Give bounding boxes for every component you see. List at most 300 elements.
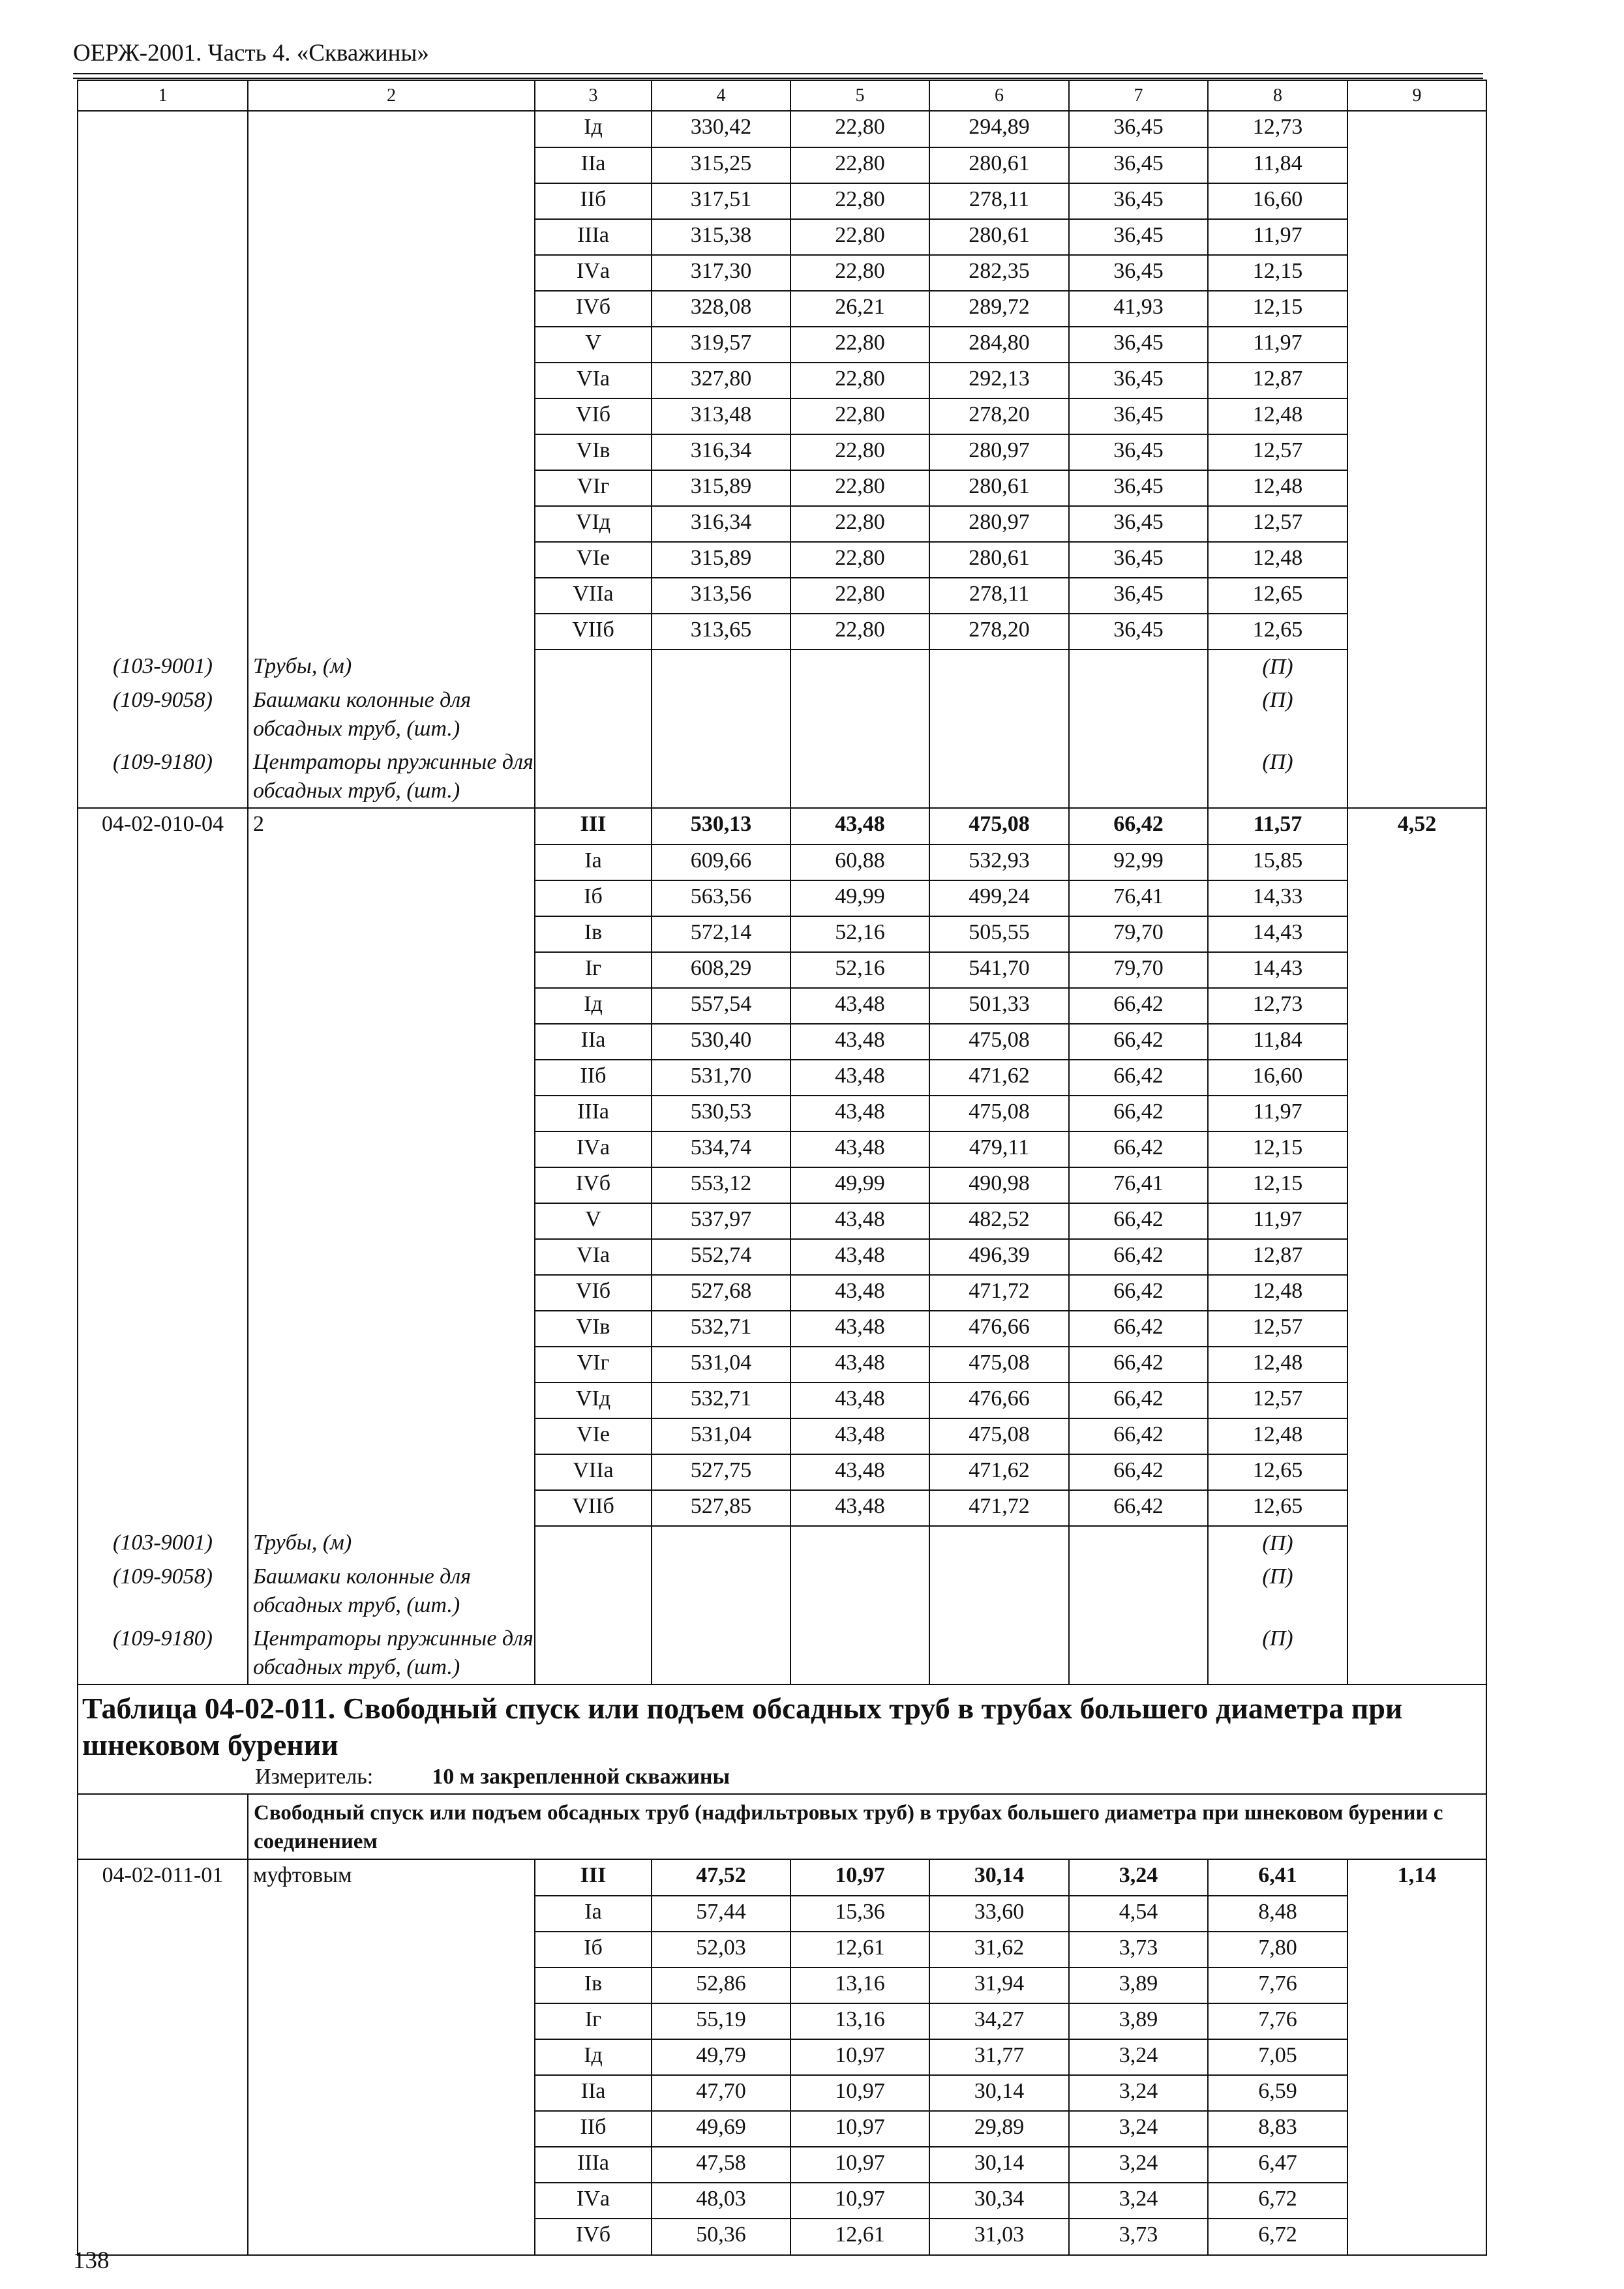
empty-cell <box>248 1131 535 1167</box>
zone-cell: IVа <box>535 255 652 291</box>
empty-cell <box>1069 1560 1208 1622</box>
zone-cell: IIIа <box>535 219 652 255</box>
empty-cell <box>248 111 535 147</box>
machines-cell: 501,33 <box>929 988 1069 1024</box>
materials-cell: 14,43 <box>1208 916 1347 952</box>
empty-cell <box>248 506 535 542</box>
wages-cell: 22,80 <box>790 614 929 650</box>
machinist-wages-cell: 66,42 <box>1069 1275 1208 1311</box>
empty-cell <box>1347 1347 1486 1383</box>
empty-cell <box>1347 1203 1486 1239</box>
empty-cell <box>78 255 248 291</box>
empty-cell <box>78 183 248 219</box>
zone-cell: IIIа <box>535 2147 652 2183</box>
empty-cell <box>78 1239 248 1275</box>
table-row <box>78 1024 1486 1060</box>
zone-cell: VIг <box>535 1347 652 1383</box>
machinist-wages-cell: 36,45 <box>1069 363 1208 398</box>
machinist-wages-cell: 66,42 <box>1069 1383 1208 1418</box>
zone-cell: VIв <box>535 1311 652 1347</box>
machinist-wages-cell: 66,42 <box>1069 808 1208 845</box>
empty-cell <box>1347 916 1486 952</box>
materials-cell: 12,48 <box>1208 542 1347 578</box>
empty-cell <box>78 1418 248 1454</box>
empty-cell <box>1347 1131 1486 1167</box>
zone-cell: IVа <box>535 1131 652 1167</box>
empty-cell <box>929 650 1069 683</box>
empty-cell <box>248 1239 535 1275</box>
empty-cell <box>78 1311 248 1347</box>
materials-cell: 12,73 <box>1208 988 1347 1024</box>
machines-cell: 475,08 <box>929 1024 1069 1060</box>
empty-cell <box>1347 1096 1486 1131</box>
empty-cell <box>1347 183 1486 219</box>
machinist-wages-cell: 3,24 <box>1069 2111 1208 2147</box>
table-row <box>78 808 1486 845</box>
total-cost-cell: 313,48 <box>652 398 790 434</box>
materials-cell: 11,97 <box>1208 1203 1347 1239</box>
machines-cell: 476,66 <box>929 1383 1069 1418</box>
total-cost-cell: 48,03 <box>652 2183 790 2219</box>
zone-cell: VIе <box>535 1418 652 1454</box>
machinist-wages-cell: 36,45 <box>1069 219 1208 255</box>
empty-cell <box>248 2219 535 2255</box>
machines-cell: 284,80 <box>929 327 1069 363</box>
total-cost-cell: 47,58 <box>652 2147 790 2183</box>
zone-cell: IVа <box>535 2183 652 2219</box>
machinist-wages-cell: 66,42 <box>1069 1347 1208 1383</box>
column-number: 1 <box>78 80 248 111</box>
wages-cell: 22,80 <box>790 255 929 291</box>
table-row <box>78 1060 1486 1096</box>
empty-cell <box>1347 683 1486 745</box>
empty-cell <box>248 2183 535 2219</box>
total-cost-cell: 50,36 <box>652 2219 790 2255</box>
materials-cell: 12,57 <box>1208 1311 1347 1347</box>
machines-cell: 280,61 <box>929 542 1069 578</box>
zone-cell: Iа <box>535 845 652 880</box>
materials-cell: 16,60 <box>1208 1060 1347 1096</box>
zone-cell: Iб <box>535 880 652 916</box>
zone-cell: VIб <box>535 398 652 434</box>
machinist-wages-cell: 76,41 <box>1069 880 1208 916</box>
empty-cell <box>535 745 652 808</box>
materials-cell: 12,48 <box>1208 1275 1347 1311</box>
materials-cell: 11,97 <box>1208 327 1347 363</box>
machinist-wages-cell: 79,70 <box>1069 916 1208 952</box>
empty-cell <box>78 880 248 916</box>
empty-cell <box>929 1526 1069 1560</box>
empty-cell <box>1347 291 1486 327</box>
machinist-wages-cell: 36,45 <box>1069 398 1208 434</box>
empty-cell <box>248 291 535 327</box>
empty-cell <box>535 650 652 683</box>
machinist-wages-cell: 36,45 <box>1069 183 1208 219</box>
machines-cell: 532,93 <box>929 845 1069 880</box>
materials-cell: 12,87 <box>1208 363 1347 398</box>
empty-cell <box>535 683 652 745</box>
table-row <box>78 183 1486 219</box>
wages-cell: 43,48 <box>790 1490 929 1526</box>
table-row <box>78 916 1486 952</box>
empty-cell <box>248 1024 535 1060</box>
zone-cell: IIа <box>535 1024 652 1060</box>
empty-cell <box>652 1622 790 1684</box>
empty-cell <box>248 470 535 506</box>
table-title: Таблица 04-02-011. Свободный спуск или подъем обсадных труб в трубах большего диаметра при шнековом бурении <box>82 1692 1403 1761</box>
column-number: 7 <box>1069 80 1208 111</box>
empty-cell <box>652 1526 790 1560</box>
empty-cell <box>78 327 248 363</box>
machinist-wages-cell: 66,42 <box>1069 1024 1208 1060</box>
machinist-wages-cell: 36,45 <box>1069 434 1208 470</box>
labor-cell: 1,14 <box>1347 1859 1486 1896</box>
wages-cell: 43,48 <box>790 1275 929 1311</box>
materials-cell: 12,65 <box>1208 614 1347 650</box>
materials-cell: 12,15 <box>1208 1131 1347 1167</box>
empty-cell <box>1347 219 1486 255</box>
empty-cell <box>248 327 535 363</box>
wages-cell: 15,36 <box>790 1896 929 1932</box>
wages-cell: 22,80 <box>790 327 929 363</box>
machinist-wages-cell: 66,42 <box>1069 1454 1208 1490</box>
materials-cell: 14,43 <box>1208 952 1347 988</box>
table-title-row <box>78 1684 1486 1794</box>
empty-cell <box>78 845 248 880</box>
empty-cell <box>78 578 248 614</box>
zone-cell: IIа <box>535 147 652 183</box>
wages-cell: 22,80 <box>790 542 929 578</box>
materials-cell: 6,72 <box>1208 2219 1347 2255</box>
total-cost-cell: 552,74 <box>652 1239 790 1275</box>
empty-cell <box>1347 2003 1486 2039</box>
wages-cell: 13,16 <box>790 2003 929 2039</box>
empty-cell <box>78 614 248 650</box>
machines-cell: 482,52 <box>929 1203 1069 1239</box>
wages-cell: 43,48 <box>790 1131 929 1167</box>
wages-cell: 43,48 <box>790 1454 929 1490</box>
empty-cell <box>1347 650 1486 683</box>
empty-cell <box>248 1383 535 1418</box>
zone-cell: IVб <box>535 2219 652 2255</box>
materials-cell: 12,57 <box>1208 506 1347 542</box>
empty-cell <box>248 614 535 650</box>
empty-cell <box>248 916 535 952</box>
total-cost-cell: 527,85 <box>652 1490 790 1526</box>
zone-cell: IIа <box>535 2075 652 2111</box>
zone-cell: III <box>535 1859 652 1896</box>
empty-cell <box>248 952 535 988</box>
empty-cell <box>78 952 248 988</box>
machinist-wages-cell: 66,42 <box>1069 1131 1208 1167</box>
resource-row <box>78 650 1486 683</box>
machines-cell: 280,97 <box>929 506 1069 542</box>
wages-cell: 22,80 <box>790 219 929 255</box>
empty-cell <box>1347 506 1486 542</box>
empty-cell <box>1347 1526 1486 1560</box>
wages-cell: 12,61 <box>790 1932 929 1967</box>
empty-cell <box>790 1560 929 1622</box>
materials-cell: 12,65 <box>1208 1490 1347 1526</box>
machinist-wages-cell: 3,89 <box>1069 2003 1208 2039</box>
machines-cell: 479,11 <box>929 1131 1069 1167</box>
column-number: 3 <box>535 80 652 111</box>
empty-cell <box>248 1203 535 1239</box>
machines-cell: 475,08 <box>929 1096 1069 1131</box>
resource-code: (109-9058) <box>78 683 248 745</box>
machinist-wages-cell: 36,45 <box>1069 470 1208 506</box>
zone-cell: VIд <box>535 1383 652 1418</box>
empty-cell <box>1347 988 1486 1024</box>
table-row <box>78 988 1486 1024</box>
empty-cell <box>78 363 248 398</box>
empty-cell <box>248 988 535 1024</box>
wages-cell: 10,97 <box>790 2111 929 2147</box>
machinist-wages-cell: 3,73 <box>1069 2219 1208 2255</box>
empty-cell <box>78 1794 248 1859</box>
empty-cell <box>78 147 248 183</box>
table-row <box>78 2147 1486 2183</box>
table-row <box>78 2003 1486 2039</box>
empty-cell <box>248 1932 535 1967</box>
column-number-row <box>78 80 1486 111</box>
zone-cell: Iа <box>535 1896 652 1932</box>
table-row <box>78 327 1486 363</box>
resource-row <box>78 745 1486 808</box>
table-row <box>78 291 1486 327</box>
total-cost-cell: 49,79 <box>652 2039 790 2075</box>
resource-mark: (П) <box>1208 1560 1347 1622</box>
table-row <box>78 2039 1486 2075</box>
materials-cell: 6,47 <box>1208 2147 1347 2183</box>
table-row <box>78 1311 1486 1347</box>
page-header: ОЕРЖ-2001. Часть 4. «Скважины» <box>73 40 429 67</box>
empty-cell <box>78 1131 248 1167</box>
wages-cell: 49,99 <box>790 1167 929 1203</box>
materials-cell: 12,48 <box>1208 1347 1347 1383</box>
table-row <box>78 219 1486 255</box>
empty-cell <box>78 1383 248 1418</box>
empty-cell <box>1347 745 1486 808</box>
empty-cell <box>248 1418 535 1454</box>
empty-cell <box>248 147 535 183</box>
empty-cell <box>248 578 535 614</box>
empty-cell <box>1347 2147 1486 2183</box>
empty-cell <box>1347 255 1486 291</box>
resource-code: (109-9058) <box>78 1560 248 1622</box>
materials-cell: 12,65 <box>1208 578 1347 614</box>
empty-cell <box>1347 2111 1486 2147</box>
wages-cell: 22,80 <box>790 434 929 470</box>
measure-value: 10 м закрепленной скважины <box>432 1765 730 1789</box>
total-cost-cell: 52,86 <box>652 1967 790 2003</box>
machines-cell: 496,39 <box>929 1239 1069 1275</box>
empty-cell <box>248 2147 535 2183</box>
empty-cell <box>248 363 535 398</box>
zone-cell: IVб <box>535 1167 652 1203</box>
resource-code: (109-9180) <box>78 1622 248 1684</box>
machinist-wages-cell: 3,24 <box>1069 2075 1208 2111</box>
table-row <box>78 1203 1486 1239</box>
table-row <box>78 1131 1486 1167</box>
machinist-wages-cell: 76,41 <box>1069 1167 1208 1203</box>
empty-cell <box>248 219 535 255</box>
wages-cell: 22,80 <box>790 111 929 147</box>
materials-cell: 11,97 <box>1208 1096 1347 1131</box>
machines-cell: 30,14 <box>929 1859 1069 1896</box>
materials-cell: 12,15 <box>1208 255 1347 291</box>
resource-mark: (П) <box>1208 650 1347 683</box>
machines-cell: 278,20 <box>929 398 1069 434</box>
table-row <box>78 2183 1486 2219</box>
total-cost-cell: 328,08 <box>652 291 790 327</box>
machines-cell: 31,62 <box>929 1932 1069 1967</box>
empty-cell <box>78 2111 248 2147</box>
zone-cell: Iг <box>535 2003 652 2039</box>
materials-cell: 12,15 <box>1208 291 1347 327</box>
empty-cell <box>1347 398 1486 434</box>
header-rule <box>73 73 1483 74</box>
empty-cell <box>1347 578 1486 614</box>
machinist-wages-cell: 36,45 <box>1069 614 1208 650</box>
empty-cell <box>78 1096 248 1131</box>
materials-cell: 7,80 <box>1208 1932 1347 1967</box>
machines-cell: 31,03 <box>929 2219 1069 2255</box>
empty-cell <box>248 845 535 880</box>
empty-cell <box>248 2039 535 2075</box>
empty-cell <box>1347 1454 1486 1490</box>
rate-name: муфтовым <box>248 1859 535 1896</box>
empty-cell <box>1069 650 1208 683</box>
machinist-wages-cell: 3,24 <box>1069 2147 1208 2183</box>
empty-cell <box>1347 434 1486 470</box>
empty-cell <box>1347 1622 1486 1684</box>
machines-cell: 278,20 <box>929 614 1069 650</box>
resource-row <box>78 1526 1486 1560</box>
wages-cell: 43,48 <box>790 1383 929 1418</box>
empty-cell <box>1347 2039 1486 2075</box>
materials-cell: 6,59 <box>1208 2075 1347 2111</box>
total-cost-cell: 527,68 <box>652 1275 790 1311</box>
column-number: 9 <box>1347 80 1486 111</box>
total-cost-cell: 537,97 <box>652 1203 790 1239</box>
resource-code: (109-9180) <box>78 745 248 808</box>
empty-cell <box>652 745 790 808</box>
empty-cell <box>1069 1622 1208 1684</box>
machinist-wages-cell: 41,93 <box>1069 291 1208 327</box>
empty-cell <box>929 1560 1069 1622</box>
machinist-wages-cell: 3,24 <box>1069 1859 1208 1896</box>
empty-cell <box>1347 1060 1486 1096</box>
total-cost-cell: 316,34 <box>652 434 790 470</box>
empty-cell <box>248 2111 535 2147</box>
machines-cell: 280,61 <box>929 147 1069 183</box>
materials-cell: 16,60 <box>1208 183 1347 219</box>
column-number: 8 <box>1208 80 1347 111</box>
wages-cell: 43,48 <box>790 1311 929 1347</box>
empty-cell <box>78 506 248 542</box>
total-cost-cell: 608,29 <box>652 952 790 988</box>
empty-cell <box>1347 1275 1486 1311</box>
wages-cell: 43,48 <box>790 988 929 1024</box>
resource-mark: (П) <box>1208 745 1347 808</box>
rate-code: 04-02-010-04 <box>78 808 248 845</box>
empty-cell <box>78 1896 248 1932</box>
machines-cell: 294,89 <box>929 111 1069 147</box>
empty-cell <box>1347 845 1486 880</box>
machinist-wages-cell: 66,42 <box>1069 1096 1208 1131</box>
header-rule <box>73 78 1483 79</box>
empty-cell <box>1069 745 1208 808</box>
measure-label: Измеритель: <box>255 1765 374 1789</box>
empty-cell <box>535 1622 652 1684</box>
measure-row <box>82 1763 1482 1791</box>
machines-cell: 471,72 <box>929 1490 1069 1526</box>
table-row <box>78 434 1486 470</box>
wages-cell: 52,16 <box>790 952 929 988</box>
empty-cell <box>78 1454 248 1490</box>
table-row <box>78 880 1486 916</box>
empty-cell <box>652 1560 790 1622</box>
empty-cell <box>1347 1560 1486 1622</box>
materials-cell: 7,76 <box>1208 2003 1347 2039</box>
machines-cell: 289,72 <box>929 291 1069 327</box>
total-cost-cell: 327,80 <box>652 363 790 398</box>
table-row <box>78 255 1486 291</box>
empty-cell <box>248 1490 535 1526</box>
zone-cell: VIIб <box>535 1490 652 1526</box>
materials-cell: 11,84 <box>1208 1024 1347 1060</box>
machinist-wages-cell: 36,45 <box>1069 111 1208 147</box>
materials-cell: 12,48 <box>1208 398 1347 434</box>
empty-cell <box>1347 1490 1486 1526</box>
empty-cell <box>78 1275 248 1311</box>
empty-cell <box>78 111 248 147</box>
wages-cell: 10,97 <box>790 2147 929 2183</box>
wages-cell: 43,48 <box>790 1096 929 1131</box>
wages-cell: 43,48 <box>790 1347 929 1383</box>
total-cost-cell: 313,56 <box>652 578 790 614</box>
table-subtitle-row <box>78 1794 1486 1859</box>
table-row <box>78 952 1486 988</box>
total-cost-cell: 534,74 <box>652 1131 790 1167</box>
table-row <box>78 111 1486 147</box>
empty-cell <box>929 683 1069 745</box>
zone-cell: VIа <box>535 363 652 398</box>
empty-cell <box>929 745 1069 808</box>
machinist-wages-cell: 3,24 <box>1069 2039 1208 2075</box>
total-cost-cell: 55,19 <box>652 2003 790 2039</box>
total-cost-cell: 531,04 <box>652 1418 790 1454</box>
total-cost-cell: 532,71 <box>652 1383 790 1418</box>
empty-cell <box>1347 1896 1486 1932</box>
total-cost-cell: 319,57 <box>652 327 790 363</box>
machinist-wages-cell: 3,73 <box>1069 1932 1208 1967</box>
price-table <box>77 80 1487 2256</box>
empty-cell <box>78 2147 248 2183</box>
wages-cell: 52,16 <box>790 916 929 952</box>
resource-row <box>78 1560 1486 1622</box>
total-cost-cell: 530,13 <box>652 808 790 845</box>
labor-cell: 4,52 <box>1347 808 1486 845</box>
empty-cell <box>535 1526 652 1560</box>
table-row <box>78 1239 1486 1275</box>
machines-cell: 34,27 <box>929 2003 1069 2039</box>
materials-cell: 6,72 <box>1208 2183 1347 2219</box>
empty-cell <box>78 1347 248 1383</box>
zone-cell: VIIб <box>535 614 652 650</box>
empty-cell <box>78 2075 248 2111</box>
